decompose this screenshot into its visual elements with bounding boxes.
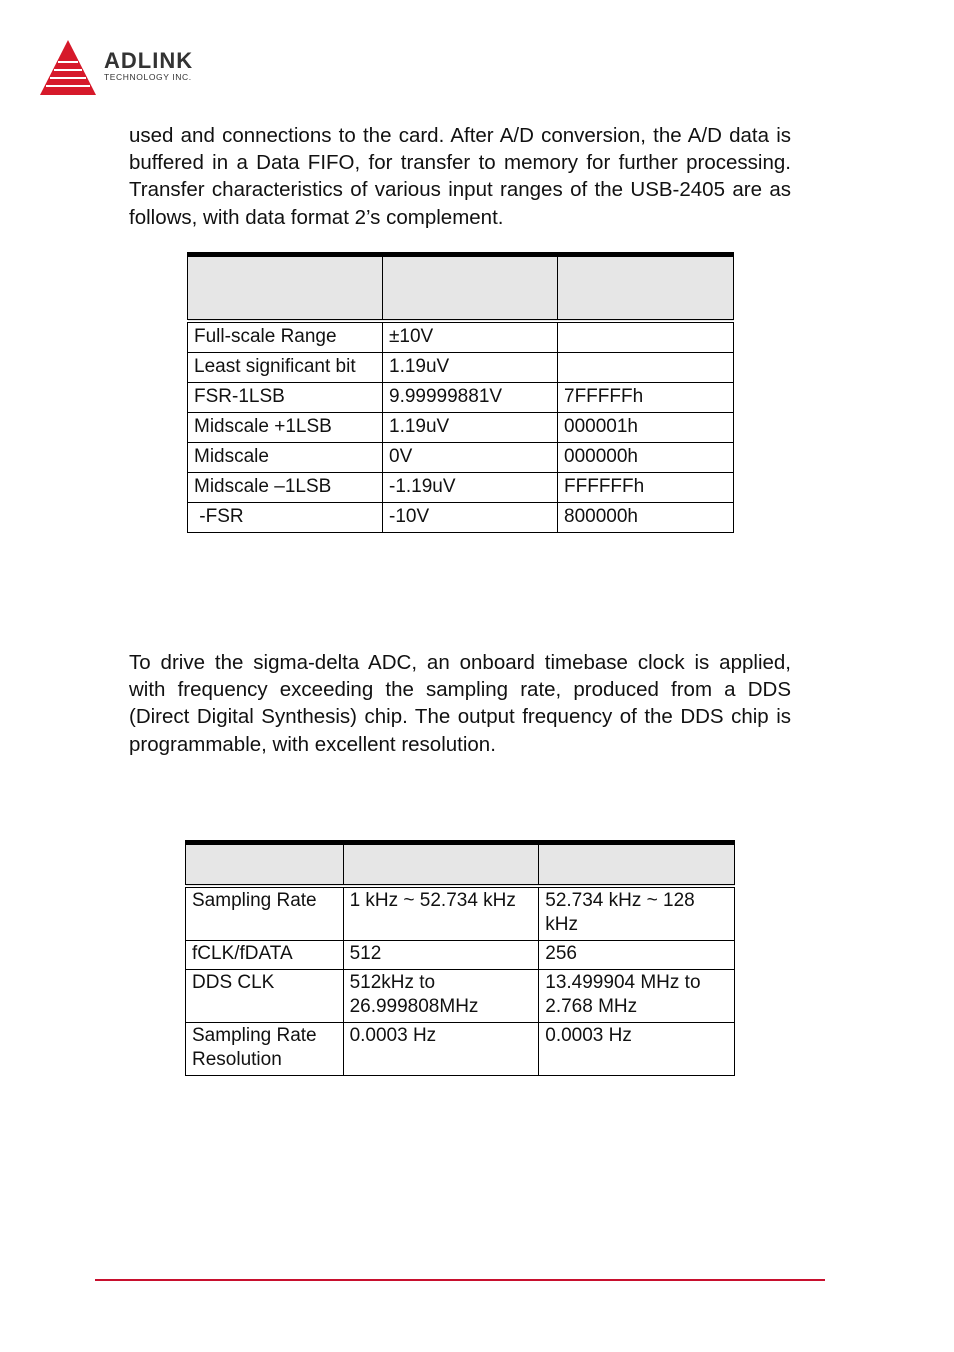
header-cell [558,255,734,322]
table-cell: DDS CLK [186,970,344,1023]
table-row [188,443,734,473]
table-cell: -10V [383,503,558,533]
table-cell: FSR-1LSB [188,383,383,413]
header-cell [343,843,539,887]
adlink-triangle-icon [38,38,102,98]
header-cell [383,255,558,322]
header-cell [186,843,344,887]
table-cell: Sampling Rate Resolution [186,1023,344,1076]
table-cell: Midscale [188,443,383,473]
table-cell: Full-scale Range [188,321,383,353]
table-row [188,503,734,533]
adlink-logo [38,38,238,98]
table-cell: 9.99999881V [383,383,558,413]
table-cell: -FSR [188,503,383,533]
table-row [186,1023,735,1076]
table-cell [558,353,734,383]
table-cell: Least significant bit [188,353,383,383]
table-cell: 1 kHz ~ 52.734 kHz [343,886,539,941]
table-cell: ±10V [383,321,558,353]
table-cell: 000000h [558,443,734,473]
table-cell: 0.0003 Hz [343,1023,539,1076]
table-cell: 13.499904 MHz to 2.768 MHz [539,970,735,1023]
table-cell: Sampling Rate [186,886,344,941]
table-cell: Midscale +1LSB [188,413,383,443]
table-cell: Midscale –1LSB [188,473,383,503]
table-cell: 1.19uV [383,413,558,443]
table-cell: -1.19uV [383,473,558,503]
brand-tagline: TECHNOLOGY INC. [104,72,192,82]
table-cell: 512kHz to 26.999808MHz [343,970,539,1023]
table-header-row [186,843,735,887]
footer-divider [95,1279,825,1281]
table-cell: 256 [539,941,735,970]
table-cell: fCLK/fDATA [186,941,344,970]
sampling-clock-table [185,840,735,1076]
header-cell [188,255,383,322]
table-row [186,941,735,970]
table-cell: FFFFFFh [558,473,734,503]
table-row [188,473,734,503]
table-cell: 512 [343,941,539,970]
table-header-row [188,255,734,322]
header-cell [539,843,735,887]
table-cell: 1.19uV [383,353,558,383]
table-cell: 0.0003 Hz [539,1023,735,1076]
table-cell: 000001h [558,413,734,443]
transfer-characteristics-table [187,252,734,533]
intro-paragraph: used and connections to the card. After A/D conversion, the A/D data is buffered in a Data FIFO, for transfer to memory for further processing. Transfer characteristics of various input ranges of the USB-2405 are as follows, with data format 2’s complement. [129,124,791,229]
table-cell: 52.734 kHz ~ 128 kHz [539,886,735,941]
timebase-paragraph: To drive the sigma-delta ADC, an onboard timebase clock is applied, with frequency exceeding the sampling rate, produced from a DDS (Direct Digital Synthesis) chip. The output frequency of the DDS chip is programmable, with excellent resolution. [129,651,791,756]
table-cell: 0V [383,443,558,473]
table-cell [558,321,734,353]
brand-name: ADLINK [104,48,194,73]
table-cell: 800000h [558,503,734,533]
table-row [188,353,734,383]
table-row [188,413,734,443]
table-row [186,886,735,941]
table-row [188,383,734,413]
table-cell: 7FFFFFh [558,383,734,413]
table-row [188,321,734,353]
table-row [186,970,735,1023]
